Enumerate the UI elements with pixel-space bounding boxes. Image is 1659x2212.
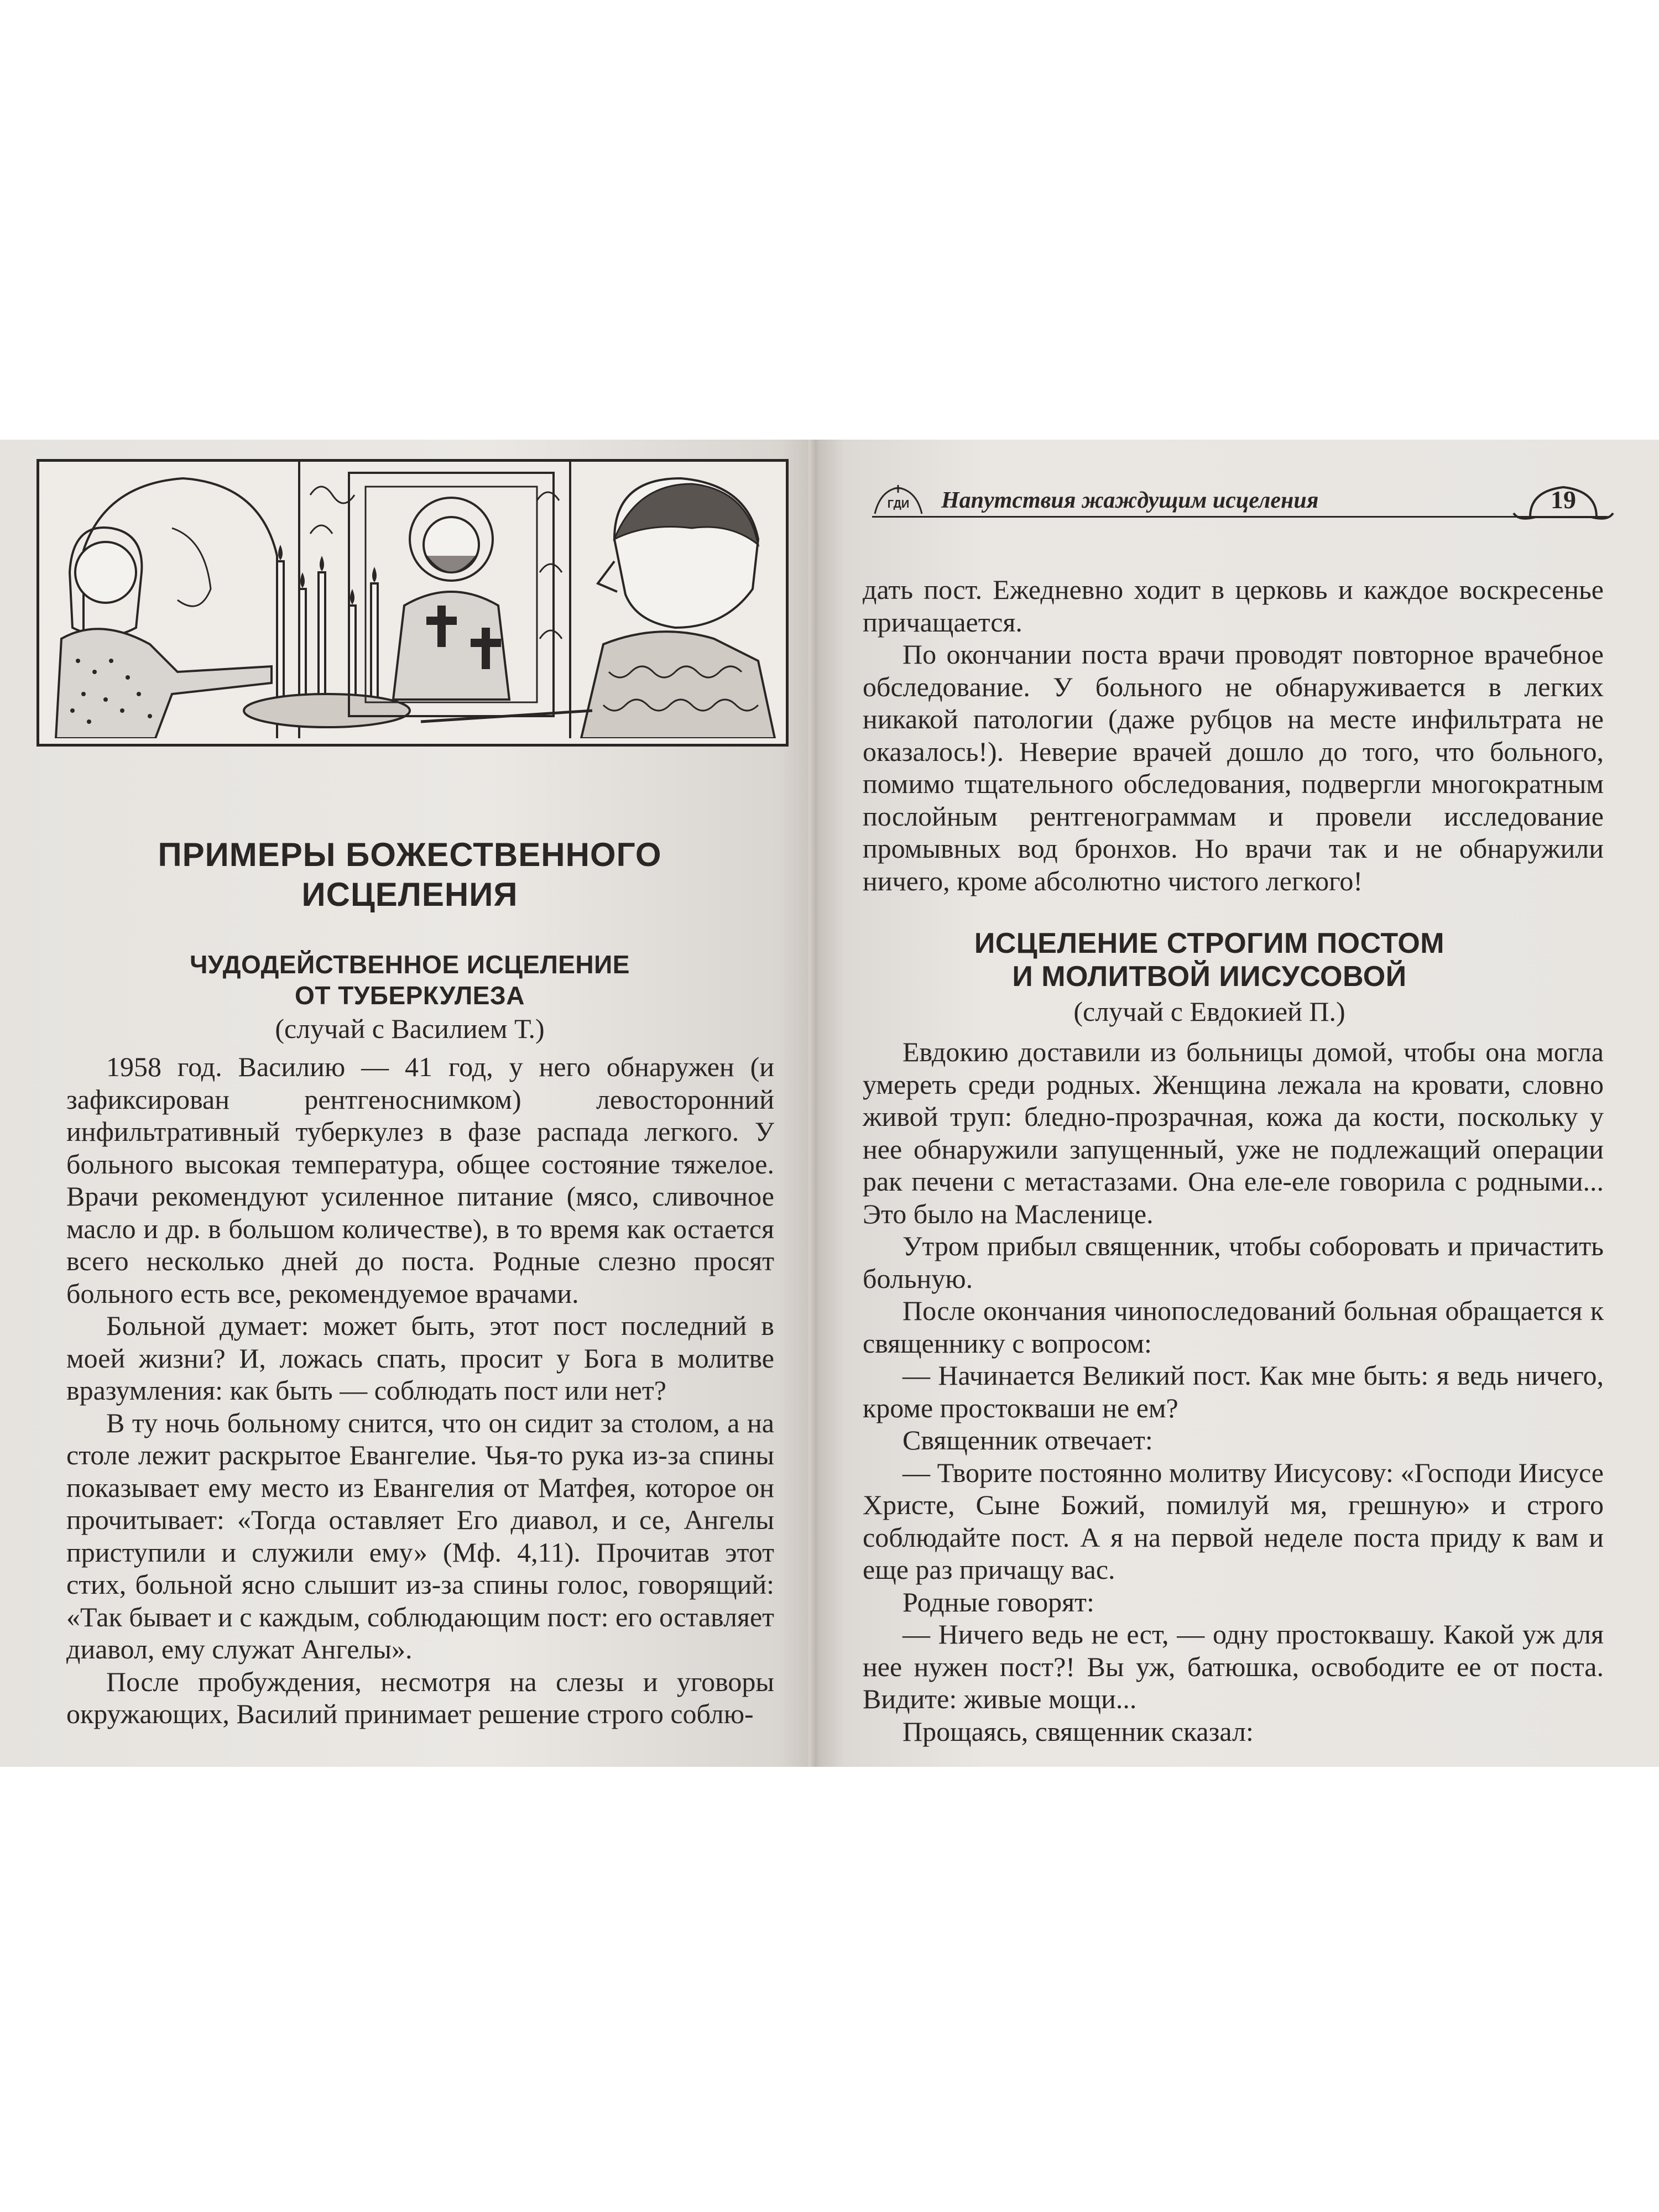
case-note: (случай с Евдокией П.) bbox=[1073, 996, 1345, 1027]
left-page bbox=[0, 440, 812, 1767]
case-note: (случай с Василием Т.) bbox=[275, 1013, 545, 1044]
church-illustration bbox=[36, 459, 789, 747]
right-body-text-bottom bbox=[863, 1036, 1604, 1747]
paragraph: дать пост. Ежедневно ходит в церковь и каждое воскресенье причащается. bbox=[863, 574, 1604, 638]
illustration-drawing bbox=[39, 462, 780, 738]
section-title-line1: ЧУДОДЕЙСТВЕННОЕ ИСЦЕЛЕНИЕ bbox=[190, 950, 630, 979]
paragraph: — Ничего ведь не ест, — одну простоквашу. Какой уж для нее нужен пост?! Вы уж, батюшка, освободите ее от поста. Видите: живые мощи... bbox=[863, 1619, 1604, 1714]
book-spread bbox=[0, 440, 1659, 1767]
paragraph: Утром прибыл священник, чтобы соборовать и причастить больную. bbox=[863, 1230, 1604, 1294]
paragraph: После окончания чинопоследований больная обращается к священнику с вопросом: bbox=[863, 1295, 1604, 1359]
header-rule bbox=[872, 516, 1608, 518]
paragraph: В ту ночь больному снится, что он сидит за столом, а на столе лежит раскрытое Евангелие. Чья-то рука из-за спины показывает ему место из Евангелия от Матфея, которое он прочитывает: «Тогда оставляет Его диавол, и се, Ангелы приступили и служили ему» (Мф. 4,11). Прочитав этот стих, больной ясно слышит из-за спины голос, говорящий: «Так бывает и с каждым, соблюдающим пост: его оставляет диавол, ему служат Ангелы». bbox=[66, 1407, 774, 1665]
section-title-line2: И МОЛИТВОЙ ИИСУСОВОЙ bbox=[1012, 961, 1407, 993]
main-title-line1: ПРИМЕРЫ БОЖЕСТВЕННОГО bbox=[158, 836, 662, 873]
page-number: 19 bbox=[1551, 486, 1576, 514]
paragraph: По окончании поста врачи проводят повторное врачебное обследование. У больного не обнаруживается в легких никакой патологии (даже рубцов на месте инфильтрата не оказалось!). Неверие врачей дошло до того, что больного, помимо тщательного обследования, подвергли многократным послойным рентгенограммам и провели исследование промывных вод бронхов. Но врачи так и не обнаружили ничего, кроме абсолютно чистого легкого! bbox=[863, 639, 1604, 896]
page-number-ornament bbox=[1508, 483, 1619, 525]
paragraph: Прощаясь, священник сказал: bbox=[902, 1715, 1254, 1747]
right-body-text-top bbox=[863, 573, 1604, 897]
paragraph: — Творите постоянно молитву Иисусову: «Господи Иисусе Христе, Сыне Божий, помилуй мя, грешную» и строго соблюдайте пост. А я на первой неделе поста приду к вам и еще раз причащу вас. bbox=[863, 1457, 1604, 1585]
paragraph: 1958 год. Василию — 41 год, у него обнаружен (и зафиксирован рентгеноснимком) левосторонний инфильтративный туберкулез в фазе распада легкого. У больного высокая температура, общее состояние тяжелое. Врачи рекомендуют усиленное питание (мясо, сливочное масло и др. в большом количестве), в то время как остается всего несколько дней до поста. Родные слезно просят больного есть все, рекомендуемое врачами. bbox=[66, 1051, 774, 1309]
main-title-line2: ИСЦЕЛЕНИЯ bbox=[301, 876, 518, 913]
paragraph: После пробуждения, несмотря на слезы и уговоры окружающих, Василий принимает решение строго соблю- bbox=[66, 1666, 774, 1729]
logo-text: ГДИ bbox=[887, 498, 910, 510]
paragraph: Евдокию доставили из больницы домой, чтобы она могла умереть среди родных. Женщина лежала на кровати, словно живой труп: бледно-прозрачная, кожа да кости, поскольку у нее обнаружили запущенный, уже не подлежащий операции рак печени с метастазами. Она еле-еле говорила с родными... Это было на Масленице. bbox=[863, 1036, 1604, 1229]
publisher-logo bbox=[872, 485, 925, 515]
paragraph: Родные говорят: bbox=[902, 1586, 1094, 1618]
section-title-line2: ОТ ТУБЕРКУЛЕЗА bbox=[295, 981, 525, 1010]
paragraph: Священник отвечает: bbox=[902, 1425, 1153, 1455]
paragraph: — Начинается Великий пост. Как мне быть: я ведь ничего, кроме простокваши не ем? bbox=[863, 1360, 1604, 1423]
section-title-line1: ИСЦЕЛЕНИЕ СТРОГИМ ПОСТОМ bbox=[974, 927, 1445, 959]
right-page bbox=[820, 440, 1659, 1767]
running-header bbox=[872, 483, 1630, 527]
paragraph: Больной думает: может быть, этот пост последний в моей жизни? И, ложась спать, просит у Бога в молитве вразумления: как быть — соблюдать пост или нет? bbox=[66, 1310, 774, 1406]
left-body-text bbox=[66, 1051, 774, 1730]
running-title: Напутствия жаждущим исцеления bbox=[941, 488, 1319, 513]
